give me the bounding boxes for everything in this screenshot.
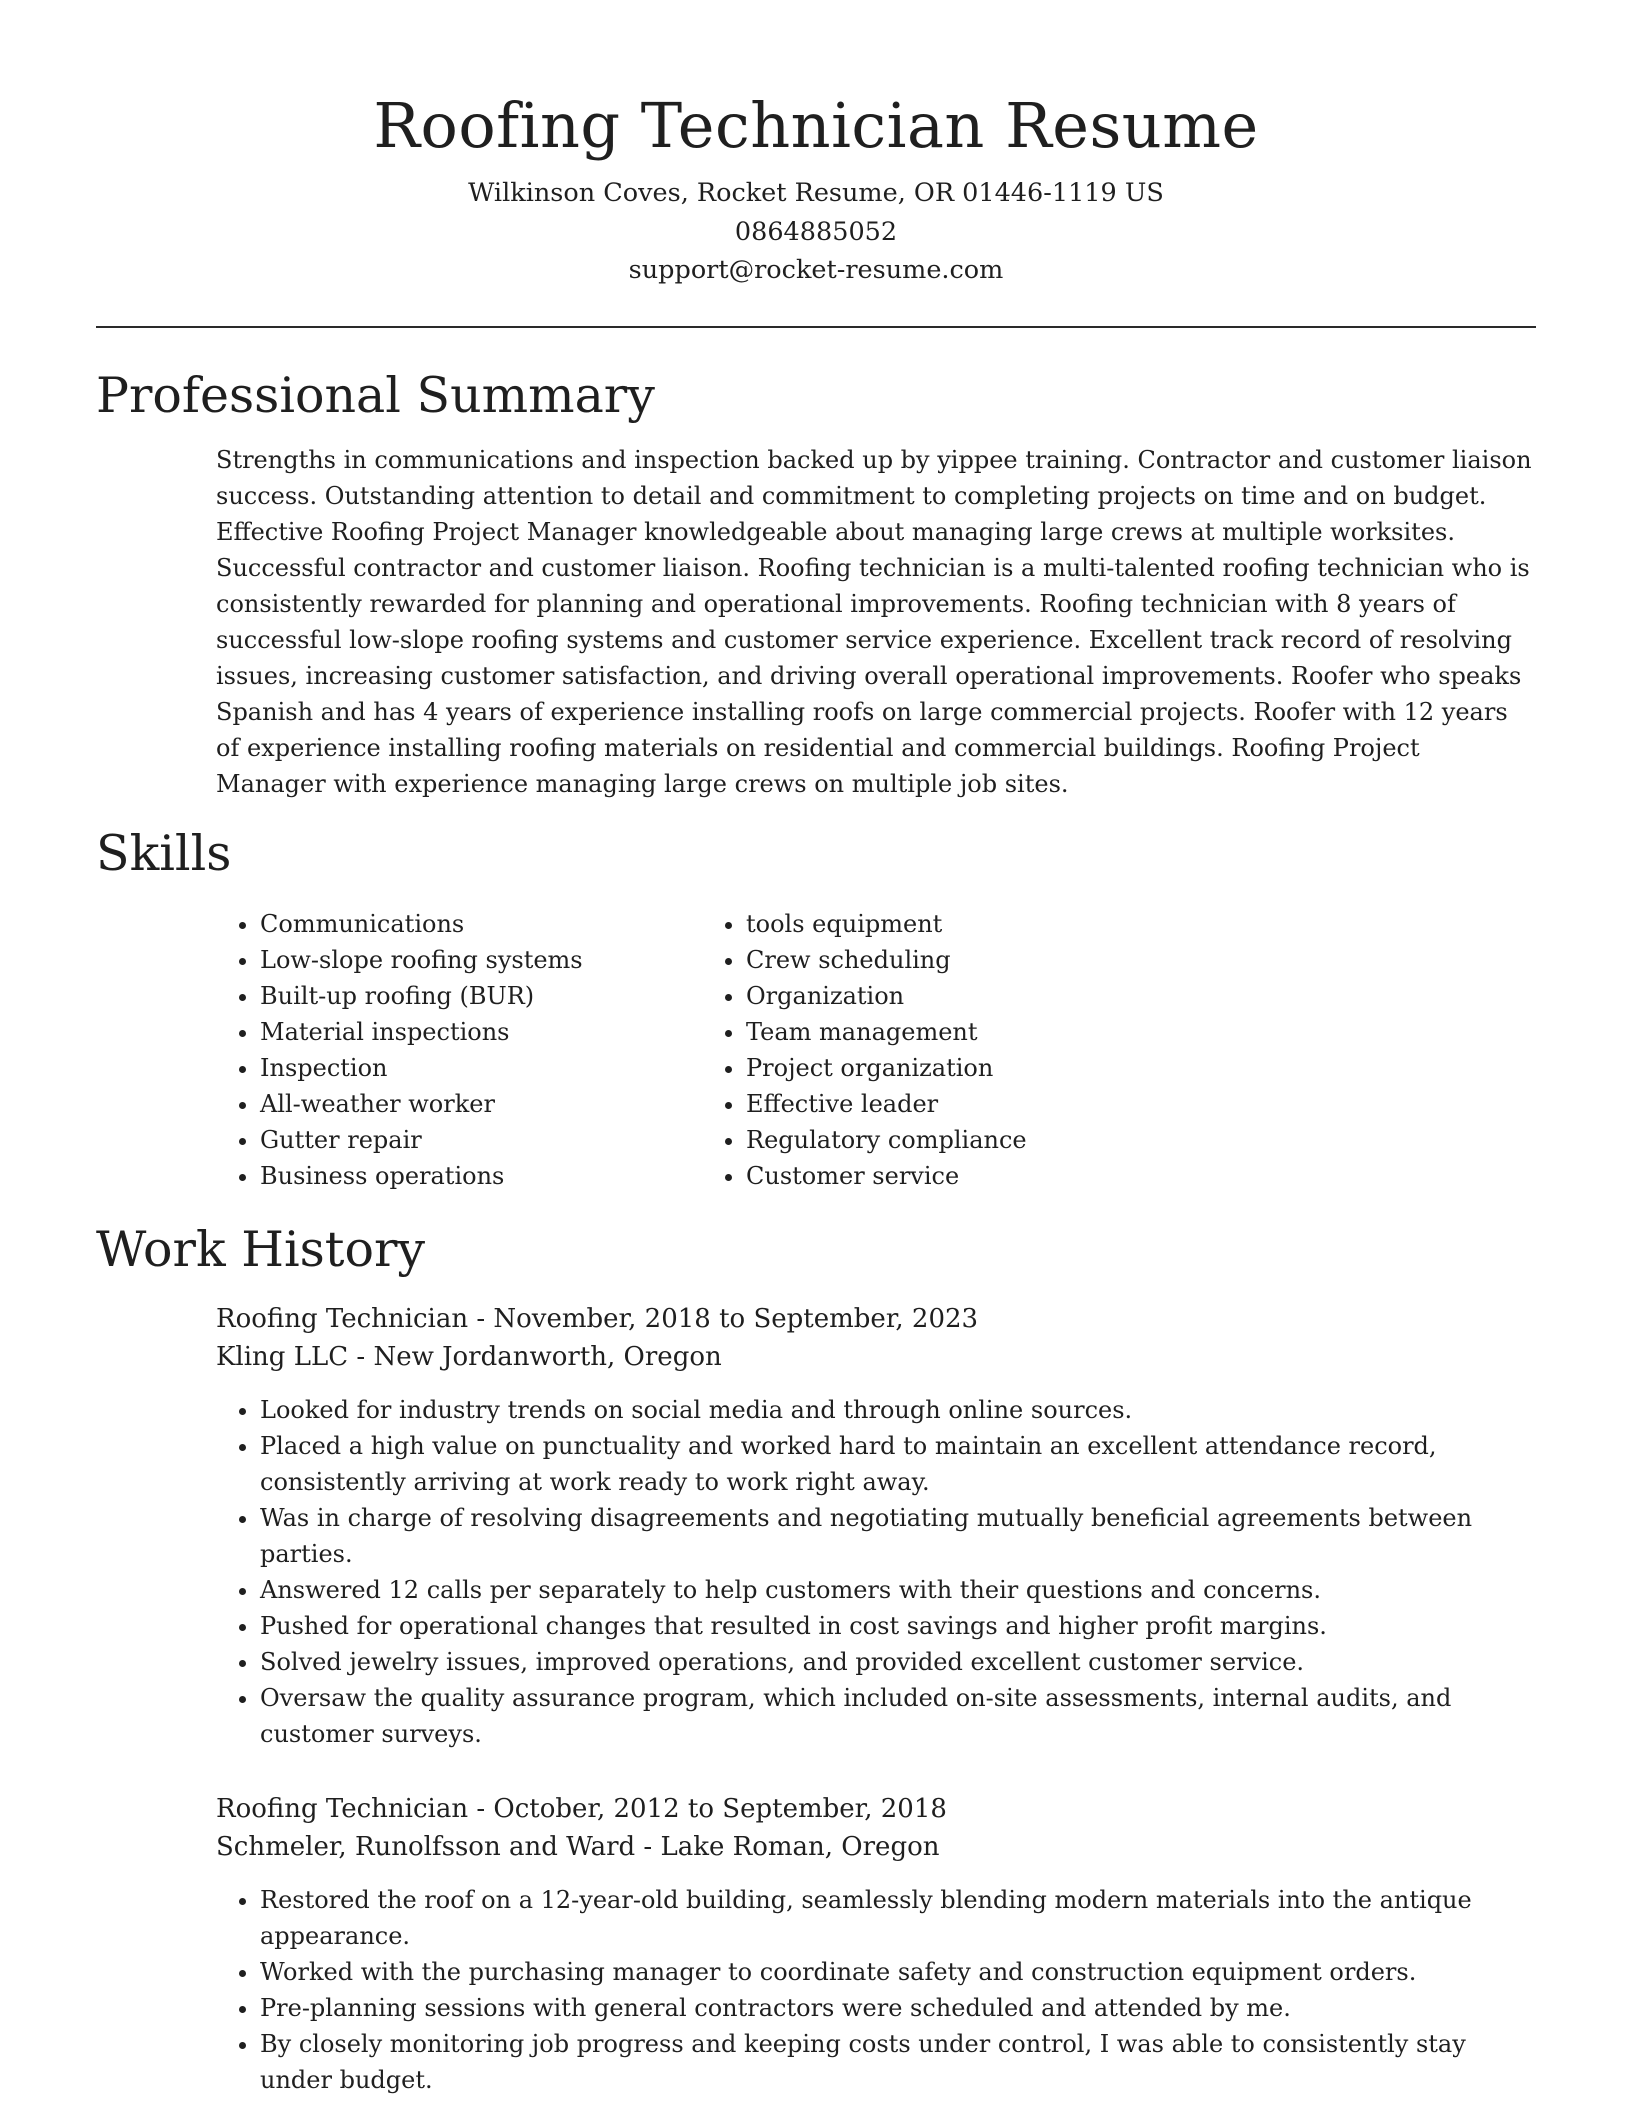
skill-item: • Team management bbox=[746, 1014, 1236, 1050]
job-company-line: Kling LLC - New Jordanworth, Oregon bbox=[216, 1342, 722, 1373]
skills-columns bbox=[96, 906, 1536, 1194]
job-bullet: • Pushed for operational changes that resulted in cost savings and higher profit margins. bbox=[260, 1608, 1536, 1644]
work-history-heading: Work History bbox=[96, 1221, 426, 1279]
job-bullet: • Looked for industry trends on social media and through online sources. bbox=[260, 1392, 1536, 1428]
summary-text: Strengths in communications and inspection backed up by yippee training. Contractor and customer liaison success. Outstanding attention to detail and commitment to completing projects on time and on budget. Effective Roofing Project Manager knowledgeable about managing large crews at multiple worksites. Successful contractor and customer liaison. Roofing technician is a multi-talented roofing technician who is consistently rewarded for planning and operational improvements. Roofing technician with 8 years of successful low-slope roofing systems and customer service experience. Excellent track record of resolving issues, increasing customer satisfaction, and driving overall operational improvements. Roofer who speaks Spanish and has 4 years of experience installing roofs on large commercial projects. Roofer with 12 years of experience installing roofing materials on residential and commercial buildings. Roofing Project Manager with experience managing large crews on multiple job sites. bbox=[216, 445, 1532, 799]
job-entry bbox=[216, 1300, 1536, 1752]
skill-item: • Crew scheduling bbox=[746, 942, 1236, 978]
resume-page bbox=[96, 0, 1536, 2098]
skills-heading: Skills bbox=[96, 825, 232, 883]
skills-list-right bbox=[582, 906, 1236, 1194]
contact-address: Wilkinson Coves, Rocket Resume, OR 01446-1119 US bbox=[468, 178, 1164, 208]
skill-item: • Project organization bbox=[746, 1050, 1236, 1086]
job-bullet: • Was in charge of resolving disagreements and negotiating mutually beneficial agreements between parties. bbox=[260, 1500, 1536, 1572]
job-bullets bbox=[216, 1882, 1536, 2098]
job-company-line: Schmeler, Runolfsson and Ward - Lake Roman, Oregon bbox=[216, 1832, 940, 1863]
contact-email: support@rocket-resume.com bbox=[628, 255, 1004, 285]
contact-phone: 0864885052 bbox=[734, 216, 898, 247]
skill-item: • All-weather worker bbox=[260, 1086, 746, 1122]
skill-item: • Organization bbox=[746, 978, 1236, 1014]
job-bullet: • Restored the roof on a 12-year-old building, seamlessly blending modern materials into the antique appearance. bbox=[260, 1882, 1536, 1954]
contact-block bbox=[96, 174, 1536, 290]
job-bullet: • Pre-planning sessions with general contractors were scheduled and attended by me. bbox=[260, 1990, 1536, 2026]
skill-item: • Regulatory compliance bbox=[746, 1122, 1236, 1158]
skill-item: • Inspection bbox=[260, 1050, 746, 1086]
skill-item: • Business operations bbox=[260, 1158, 746, 1194]
summary-heading: Professional Summary bbox=[96, 366, 655, 424]
skill-item: • Gutter repair bbox=[260, 1122, 746, 1158]
skill-item: • Effective leader bbox=[746, 1086, 1236, 1122]
job-bullet: • Answered 12 calls per separately to help customers with their questions and concerns. bbox=[260, 1572, 1536, 1608]
job-entry bbox=[216, 1790, 1536, 2098]
skill-item: • Low-slope roofing systems bbox=[260, 942, 746, 978]
resume-title: Roofing Technician Resume bbox=[373, 89, 1259, 162]
header-divider bbox=[96, 326, 1536, 328]
job-bullet: • By closely monitoring job progress and keeping costs under control, I was able to consistently stay under budget. bbox=[260, 2026, 1536, 2098]
skill-item: • Material inspections bbox=[260, 1014, 746, 1050]
job-bullets bbox=[216, 1392, 1536, 1752]
job-title-line: Roofing Technician - October, 2012 to September, 2018 bbox=[216, 1794, 947, 1825]
skill-item: • Built-up roofing (BUR) bbox=[260, 978, 746, 1014]
job-bullet: • Solved jewelry issues, improved operations, and provided excellent customer service. bbox=[260, 1644, 1536, 1680]
job-bullet: • Placed a high value on punctuality and worked hard to maintain an excellent attendance record, consistently arriving at work ready to work right away. bbox=[260, 1428, 1536, 1500]
skill-item: • Communications bbox=[260, 906, 746, 942]
job-bullet: • Oversaw the quality assurance program, which included on-site assessments, internal audits, and customer surveys. bbox=[260, 1680, 1536, 1752]
skill-item: • Customer service bbox=[746, 1158, 1236, 1194]
skill-item: • tools equipment bbox=[746, 906, 1236, 942]
job-bullet: • Worked with the purchasing manager to coordinate safety and construction equipment orders. bbox=[260, 1954, 1536, 1990]
job-title-line: Roofing Technician - November, 2018 to September, 2023 bbox=[216, 1304, 979, 1335]
